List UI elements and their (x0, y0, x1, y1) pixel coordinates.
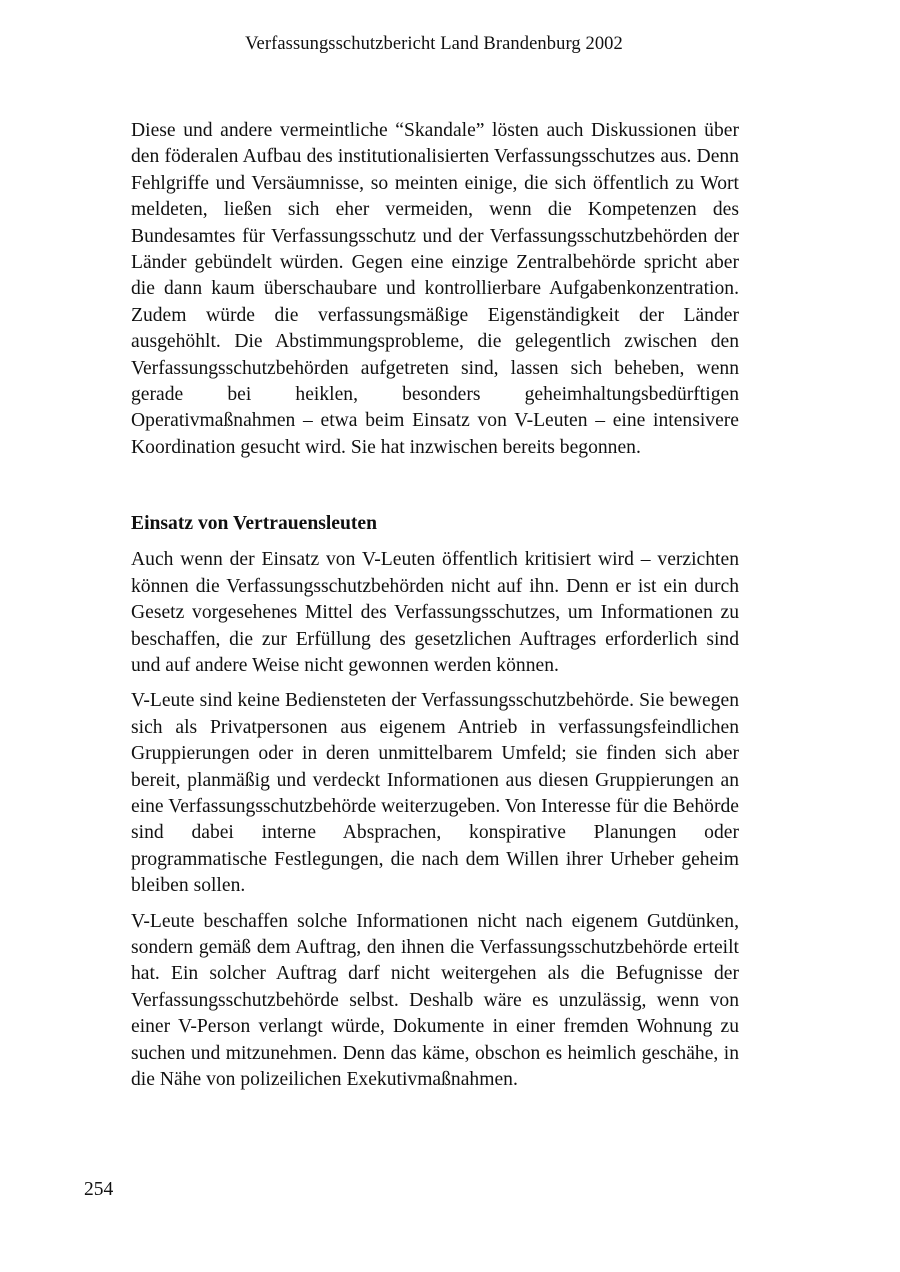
page-body (131, 118, 739, 1102)
body-paragraph-2: V-Leute sind keine Bediensteten der Verfassungsschutzbehörde. Sie bewegen sich als Privatpersonen aus eigenem Antrieb in verfassungsfeindlichen Gruppierungen oder in deren unmittelbarem Umfeld; sie finden sich aber bereit, planmäßig und verdeckt Informationen aus diesen Gruppierungen an eine Verfassungsschutzbehörde weiterzugeben. Von Interesse für die Behörde sind dabei interne Absprachen, konspirative Planungen oder programmatische Festlegungen, die nach dem Willen ihrer Urheber geheim bleiben sollen. (131, 690, 739, 897)
body-paragraph-1: Auch wenn der Einsatz von V-Leuten öffentlich kritisiert wird – verzichten können die Verfassungsschutzbehörden nicht auf ihn. Denn er ist ein durch Gesetz vorgesehenes Mittel des Verfassungsschutzes, um Informationen zu beschaffen, die zur Erfüllung des gesetzlichen Auftrages erforderlich sind und auf andere Weise nicht gewonnen werden können. (131, 549, 739, 676)
section-heading: Einsatz von Vertrauensleuten (131, 513, 378, 535)
page-number: 254 (84, 1179, 114, 1200)
intro-paragraph: Diese und andere vermeintliche “Skandale” lösten auch Diskussionen über den föderalen Aufbau des institutionalisierten Verfassungsschutzes aus. Denn Fehlgriffe und Versäumnisse, so meinten einige, die sich öffentlich zu Wort meldeten, ließen sich eher vermeiden, wenn die Kompetenzen des Bundesamtes für Verfassungsschutz und der Verfassungsschutzbehörden der Länder gebündelt würden. Gegen eine einzige Zentralbehörde spricht aber die dann kaum überschaubare und kontrollierbare Aufgabenkonzentration. Zudem würde die verfassungsmäßige Eigenständigkeit der Länder ausgehöhlt. Die Abstimmungsprobleme, die gelegentlich zwischen den Verfassungsschutzbehörden aufgetreten sind, lassen sich beheben, wenn gerade bei heiklen, besonders geheimhaltungsbedürftigen Operativmaßnahmen – etwa beim Einsatz von V-Leuten – eine intensivere Koordination gesucht wird. Sie hat inzwischen bereits begonnen. (131, 120, 739, 458)
body-paragraph-3: V-Leute beschaffen solche Informationen nicht nach eigenem Gutdünken, sondern gemäß dem Auftrag, den ihnen die Verfassungsschutzbehörde erteilt hat. Ein solcher Auftrag darf nicht weitergehen als die Befugnisse der Verfassungsschutzbehörde selbst. Deshalb wäre es unzulässig, wenn von einer V-Person verlangt würde, Dokumente in einer fremden Wohnung zu suchen und mitzunehmen. Denn das käme, obschon es heimlich geschähe, in die Nähe von polizeilichen Exekutivmaßnahmen. (131, 910, 739, 1090)
running-header: Verfassungsschutzbericht Land Brandenburg 2002 (245, 34, 623, 54)
